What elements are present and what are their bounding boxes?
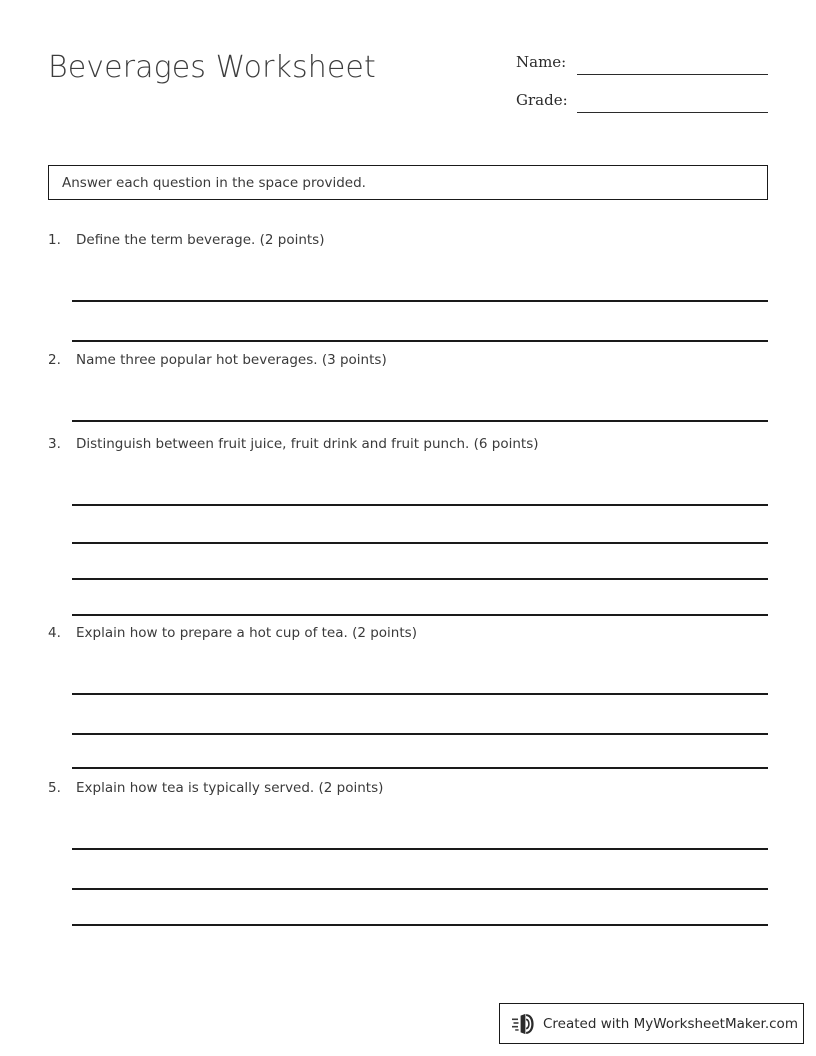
attribution-badge-text: Created with MyWorksheetMaker.com: [543, 1015, 798, 1032]
question-number: 4.: [48, 625, 61, 641]
directions-text: Answer each question in the space provided.: [62, 175, 366, 191]
answer-line[interactable]: [72, 504, 768, 506]
question-number: 1.: [48, 232, 61, 248]
question-text: Define the term beverage. (2 points): [76, 232, 325, 248]
answer-line[interactable]: [72, 578, 768, 580]
question-prompt: [0, 434, 816, 456]
page-title: Beverages Worksheet: [48, 50, 376, 85]
answer-line[interactable]: [72, 888, 768, 890]
question-item: [0, 230, 816, 252]
answer-line[interactable]: [72, 340, 768, 342]
question-item: [0, 623, 816, 645]
name-field-row: [516, 50, 776, 88]
answer-line[interactable]: [72, 767, 768, 769]
attribution-badge[interactable]: [499, 1003, 804, 1044]
question-number: 5.: [48, 780, 61, 796]
question-number: 2.: [48, 352, 61, 368]
answer-line[interactable]: [72, 924, 768, 926]
question-prompt: [0, 623, 816, 645]
question-text: Explain how to prepare a hot cup of tea. (2 points): [76, 625, 417, 641]
question-item: [0, 350, 816, 372]
worksheet-header: [0, 0, 816, 140]
answer-line[interactable]: [72, 420, 768, 422]
answer-line[interactable]: [72, 542, 768, 544]
directions-box: [48, 165, 768, 200]
name-field-label: Name:: [516, 53, 567, 71]
question-prompt: [0, 778, 816, 800]
attribution-badge-inner: [512, 1004, 798, 1043]
grade-field-row: [516, 88, 776, 126]
question-item: [0, 434, 816, 456]
question-text: Name three popular hot beverages. (3 points): [76, 352, 387, 368]
answer-line[interactable]: [72, 300, 768, 302]
answer-line[interactable]: [72, 693, 768, 695]
answer-line[interactable]: [72, 733, 768, 735]
name-field-input-rule[interactable]: [577, 74, 768, 75]
student-info-fields: [516, 50, 776, 126]
question-prompt: [0, 230, 816, 252]
question-prompt: [0, 350, 816, 372]
answer-line[interactable]: [72, 614, 768, 616]
answer-line[interactable]: [72, 848, 768, 850]
question-item: [0, 778, 816, 800]
grade-field-input-rule[interactable]: [577, 112, 768, 113]
question-number: 3.: [48, 436, 61, 452]
grade-field-label: Grade:: [516, 91, 568, 109]
question-text: Distinguish between fruit juice, fruit drink and fruit punch. (6 points): [76, 436, 539, 452]
question-text: Explain how tea is typically served. (2 points): [76, 780, 384, 796]
worksheet-maker-logo-icon: [512, 1013, 536, 1035]
